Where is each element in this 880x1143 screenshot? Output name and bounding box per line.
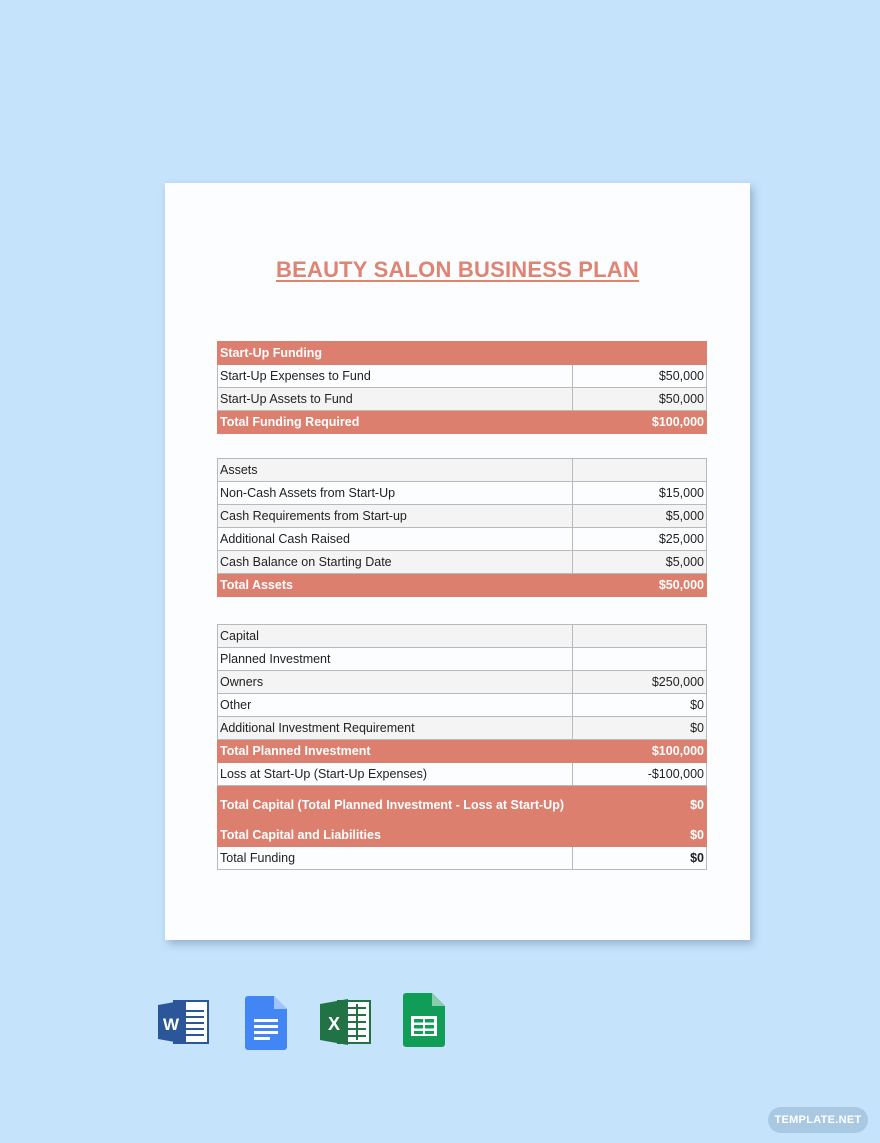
row-value: $50,000 [573, 388, 707, 411]
template-net-badge[interactable]: TEMPLATE.NET [768, 1107, 868, 1133]
document-page [165, 183, 750, 940]
row-value: $50,000 [573, 365, 707, 388]
row-label: Start-Up Expenses to Fund [218, 365, 573, 388]
row-label: Owners [218, 671, 573, 694]
row-label: Start-Up Assets to Fund [218, 388, 573, 411]
total-row [218, 574, 707, 597]
google-docs-icon[interactable] [245, 996, 287, 1050]
row-label: Additional Investment Requirement [218, 717, 573, 740]
row-label: Total Funding [218, 847, 573, 870]
total-row [218, 786, 707, 824]
table-row [218, 388, 707, 411]
row-label: Loss at Start-Up (Start-Up Expenses) [218, 763, 573, 786]
startup-funding-header: Start-Up Funding [218, 342, 707, 365]
table-row [218, 648, 707, 671]
table-row [218, 763, 707, 786]
total-value: $100,000 [573, 740, 707, 763]
table-header-row [218, 459, 707, 482]
row-value: $5,000 [573, 551, 707, 574]
total-row [218, 411, 707, 434]
table-row [218, 505, 707, 528]
capital-table [217, 624, 707, 870]
total-row [218, 824, 707, 847]
table-row [218, 482, 707, 505]
table-row [218, 528, 707, 551]
total-label: Total Funding Required [218, 411, 573, 434]
table-row [218, 694, 707, 717]
svg-text:X: X [327, 1014, 341, 1034]
capital-header: Capital [218, 625, 573, 648]
total-value: $0 [573, 824, 707, 847]
row-value: -$100,000 [573, 763, 707, 786]
row-label: Other [218, 694, 573, 717]
row-label: Additional Cash Raised [218, 528, 573, 551]
total-label: Total Assets [218, 574, 573, 597]
row-value: $0 [573, 847, 707, 870]
row-label: Cash Requirements from Start-up [218, 505, 573, 528]
empty-cell [573, 625, 707, 648]
total-value: $100,000 [573, 411, 707, 434]
table-row [218, 717, 707, 740]
table-row [218, 551, 707, 574]
row-label: Planned Investment [218, 648, 573, 671]
row-value: $250,000 [573, 671, 707, 694]
total-value: $50,000 [573, 574, 707, 597]
table-row [218, 847, 707, 870]
table-row [218, 365, 707, 388]
total-label: Total Planned Investment [218, 740, 573, 763]
table-header-row [218, 625, 707, 648]
excel-icon[interactable] [320, 998, 372, 1046]
total-value: $0 [573, 786, 707, 824]
row-label: Non-Cash Assets from Start-Up [218, 482, 573, 505]
row-label: Cash Balance on Starting Date [218, 551, 573, 574]
total-label: Total Capital and Liabilities [218, 824, 573, 847]
word-icon[interactable] [158, 999, 210, 1045]
table-header-row [218, 342, 707, 365]
total-label: Total Capital (Total Planned Investment - Loss at Start-Up) [218, 786, 573, 824]
row-value: $5,000 [573, 505, 707, 528]
total-row [218, 740, 707, 763]
startup-funding-table [217, 341, 707, 434]
table-row [218, 671, 707, 694]
row-value: $25,000 [573, 528, 707, 551]
assets-header: Assets [218, 459, 573, 482]
google-sheets-icon[interactable] [403, 993, 445, 1047]
document-title: BEAUTY SALON BUSINESS PLAN [276, 257, 639, 282]
assets-table [217, 458, 707, 597]
svg-text:W: W [162, 1015, 180, 1034]
empty-cell [573, 459, 707, 482]
row-value: $0 [573, 717, 707, 740]
empty-cell [573, 648, 707, 671]
row-value: $0 [573, 694, 707, 717]
row-value: $15,000 [573, 482, 707, 505]
